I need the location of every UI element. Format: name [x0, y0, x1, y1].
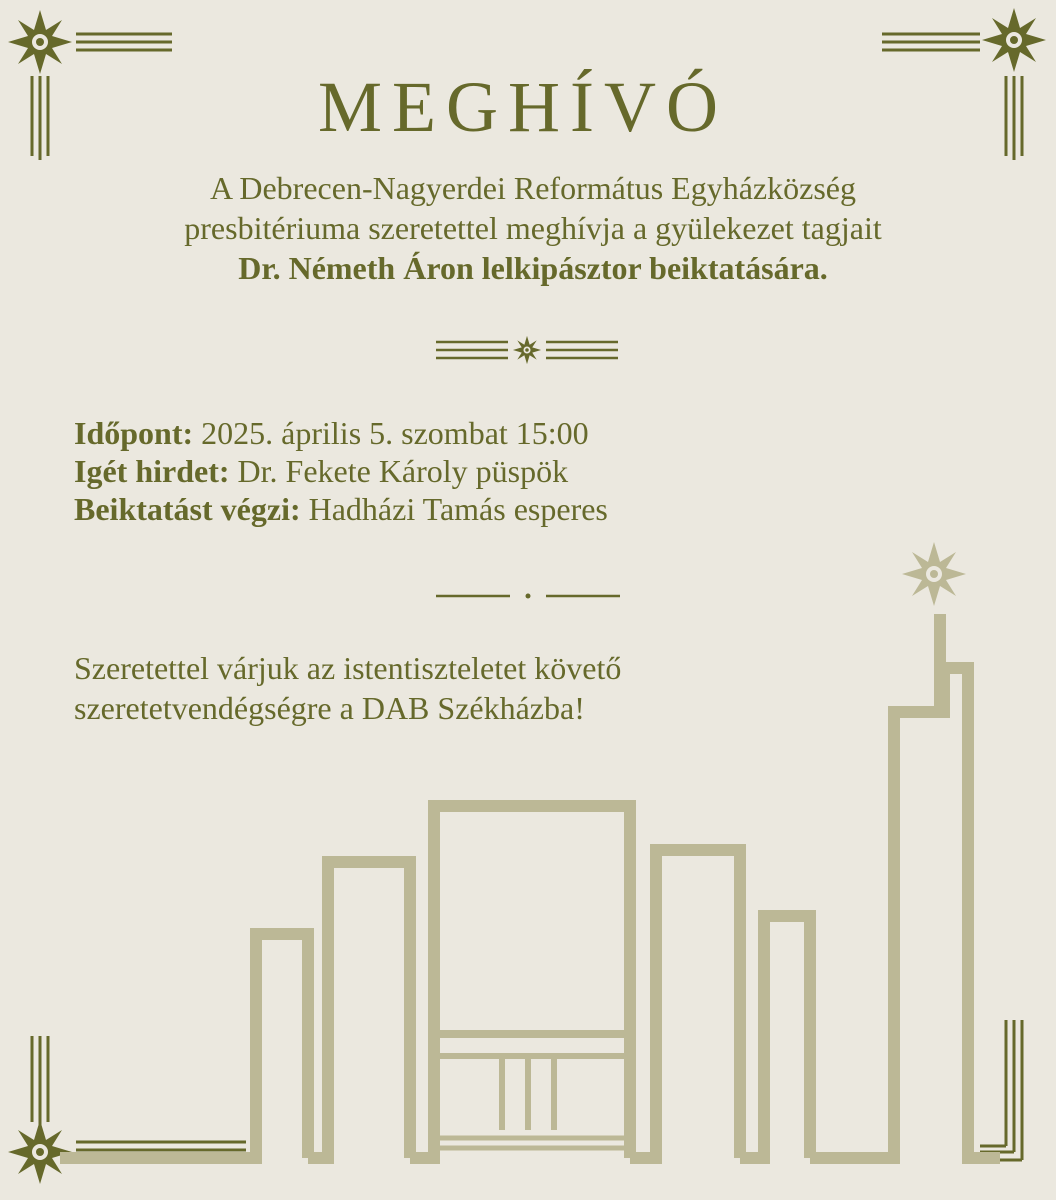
- closing-message: [74, 648, 834, 728]
- time-label: Időpont:: [74, 415, 194, 451]
- closing-line-1: Szeretettel várjuk az istentiszteletet követő: [74, 650, 622, 686]
- officiant-label: Beiktatást végzi:: [74, 491, 301, 527]
- intro-line-3: Dr. Németh Áron lelkipásztor beiktatására.: [238, 250, 828, 286]
- corner-ornament-bottom-right: [980, 1020, 1022, 1160]
- invitation-intro: [40, 168, 1026, 288]
- preacher-value: Dr. Fekete Károly püspök: [237, 453, 569, 489]
- corner-ornament-bottom-left: [32, 1036, 246, 1158]
- closing-line-2: szeretetvendégségre a DAB Székházba!: [74, 690, 585, 726]
- detail-row-time: [74, 414, 874, 452]
- eight-point-star-icon: [8, 10, 72, 74]
- detail-row-officiant: [74, 490, 874, 528]
- preacher-label: Igét hirdet:: [74, 453, 230, 489]
- star-divider-icon: [436, 336, 618, 364]
- detail-row-preacher: [74, 452, 874, 490]
- invitation-title: MEGHÍVÓ: [318, 67, 728, 147]
- officiant-value: Hadházi Tamás esperes: [308, 491, 608, 527]
- event-details: [74, 414, 874, 528]
- time-value: 2025. április 5. szombat 15:00: [201, 415, 589, 451]
- dot-divider: [436, 594, 620, 599]
- eight-point-star-icon: [982, 8, 1046, 72]
- intro-line-1: A Debrecen-Nagyerdei Református Egyházközség: [210, 170, 856, 206]
- intro-line-2: presbitériuma szeretettel meghívja a gyülekezet tagjait: [184, 210, 882, 246]
- tower-star-icon: [902, 542, 966, 606]
